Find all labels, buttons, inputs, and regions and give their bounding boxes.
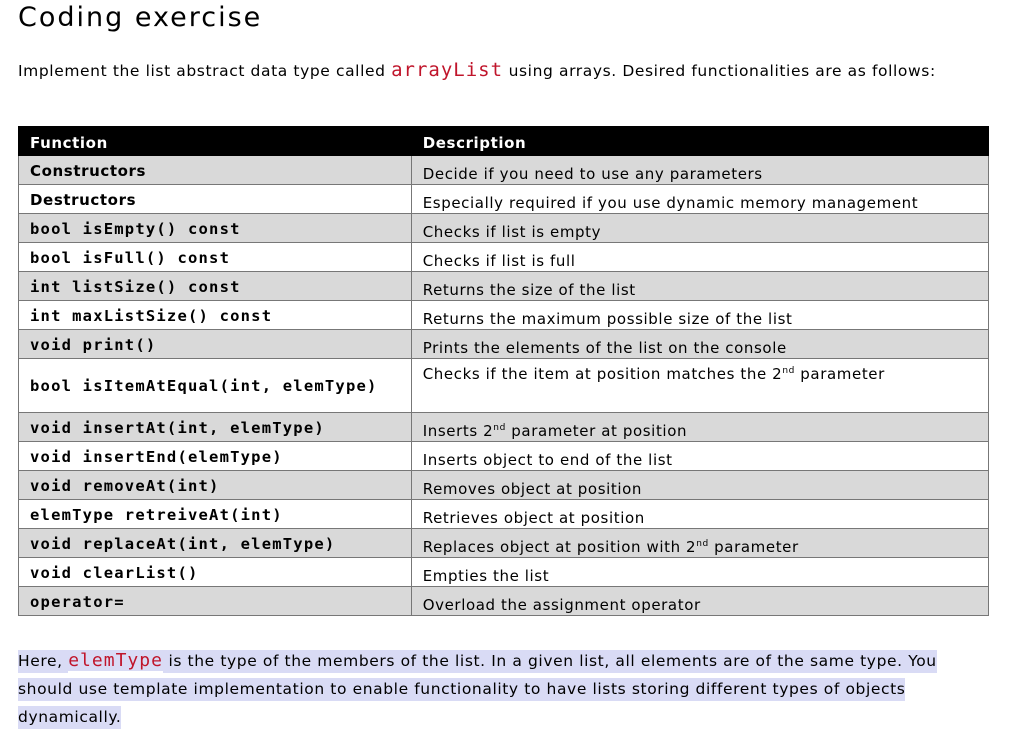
table-row xyxy=(19,301,989,330)
page-title: Coding exercise xyxy=(18,2,263,33)
function-cell: void removeAt(int) xyxy=(19,471,412,500)
table-row xyxy=(19,471,989,500)
function-cell: Constructors xyxy=(19,156,412,185)
table-row xyxy=(19,529,989,558)
description-cell xyxy=(411,214,988,243)
table-row xyxy=(19,272,989,301)
function-table xyxy=(18,126,989,616)
description-text: Returns the maximum possible size of the list xyxy=(422,310,793,328)
header-function: Function xyxy=(19,127,412,156)
description-text: Checks if list is full xyxy=(422,252,576,270)
description-cell xyxy=(411,587,988,616)
function-cell: int listSize() const xyxy=(19,272,412,301)
description-cell xyxy=(411,500,988,529)
description-text: Decide if you need to use any parameters xyxy=(422,165,763,183)
function-cell: Destructors xyxy=(19,185,412,214)
note-text-before: Here, xyxy=(18,650,68,673)
description-cell xyxy=(411,156,988,185)
description-cell xyxy=(411,359,988,413)
function-cell: int maxListSize() const xyxy=(19,301,412,330)
note-text-after: is the type of the members of the list. In a given list, all elements are of the same type. You should use template implementation to enable functionality to have lists storing different types of objects dynamically. xyxy=(18,650,937,729)
description-text: Inserts 2 xyxy=(422,422,494,440)
function-cell: bool isFull() const xyxy=(19,243,412,272)
description-text: Replaces object at position with 2 xyxy=(422,538,697,556)
description-text: Retrieves object at position xyxy=(422,509,645,527)
intro-paragraph xyxy=(18,56,978,85)
description-text: Returns the size of the list xyxy=(422,281,636,299)
function-cell: operator= xyxy=(19,587,412,616)
description-text: Empties the list xyxy=(422,567,550,585)
intro-text-after: using arrays. Desired functionalities are as follows: xyxy=(503,62,936,80)
table-row xyxy=(19,330,989,359)
table-body xyxy=(19,156,989,616)
description-text-after: parameter xyxy=(708,538,799,556)
function-cell: elemType retreiveAt(int) xyxy=(19,500,412,529)
description-text-after: parameter xyxy=(794,365,885,383)
intro-code-arraylist: arrayList xyxy=(391,59,504,81)
table-row xyxy=(19,359,989,413)
note-paragraph xyxy=(18,647,938,731)
function-cell: void replaceAt(int, elemType) xyxy=(19,529,412,558)
function-cell: void insertAt(int, elemType) xyxy=(19,413,412,442)
table-row xyxy=(19,413,989,442)
function-cell: bool isItemAtEqual(int, elemType) xyxy=(19,359,412,413)
description-cell xyxy=(411,558,988,587)
ordinal-superscript: nd xyxy=(696,539,709,549)
header-description: Description xyxy=(411,127,988,156)
description-cell xyxy=(411,185,988,214)
table-row xyxy=(19,214,989,243)
intro-text-before: Implement the list abstract data type called xyxy=(18,62,392,80)
ordinal-superscript: nd xyxy=(782,366,795,376)
description-cell xyxy=(411,529,988,558)
table-row xyxy=(19,500,989,529)
description-text: Checks if the item at position matches the 2 xyxy=(422,365,783,383)
table-row xyxy=(19,185,989,214)
table-row xyxy=(19,558,989,587)
function-cell: void clearList() xyxy=(19,558,412,587)
table-row xyxy=(19,156,989,185)
function-cell: void print() xyxy=(19,330,412,359)
description-text: Prints the elements of the list on the console xyxy=(422,339,787,357)
table-header-row xyxy=(19,127,989,156)
ordinal-superscript: nd xyxy=(493,423,506,433)
description-cell xyxy=(411,413,988,442)
description-cell xyxy=(411,243,988,272)
description-cell xyxy=(411,330,988,359)
description-text: Checks if list is empty xyxy=(422,223,602,241)
note-code-elemtype: elemType xyxy=(68,650,163,671)
description-text: Removes object at position xyxy=(422,480,643,498)
description-text: Inserts object to end of the list xyxy=(422,451,673,469)
description-text-after: parameter at position xyxy=(505,422,688,440)
table-row xyxy=(19,587,989,616)
description-cell xyxy=(411,301,988,330)
description-cell xyxy=(411,272,988,301)
function-cell: bool isEmpty() const xyxy=(19,214,412,243)
table-row xyxy=(19,243,989,272)
description-text: Overload the assignment operator xyxy=(422,596,701,614)
table-row xyxy=(19,442,989,471)
function-cell: void insertEnd(elemType) xyxy=(19,442,412,471)
description-cell xyxy=(411,471,988,500)
description-text: Especially required if you use dynamic memory management xyxy=(422,194,919,212)
description-cell xyxy=(411,442,988,471)
